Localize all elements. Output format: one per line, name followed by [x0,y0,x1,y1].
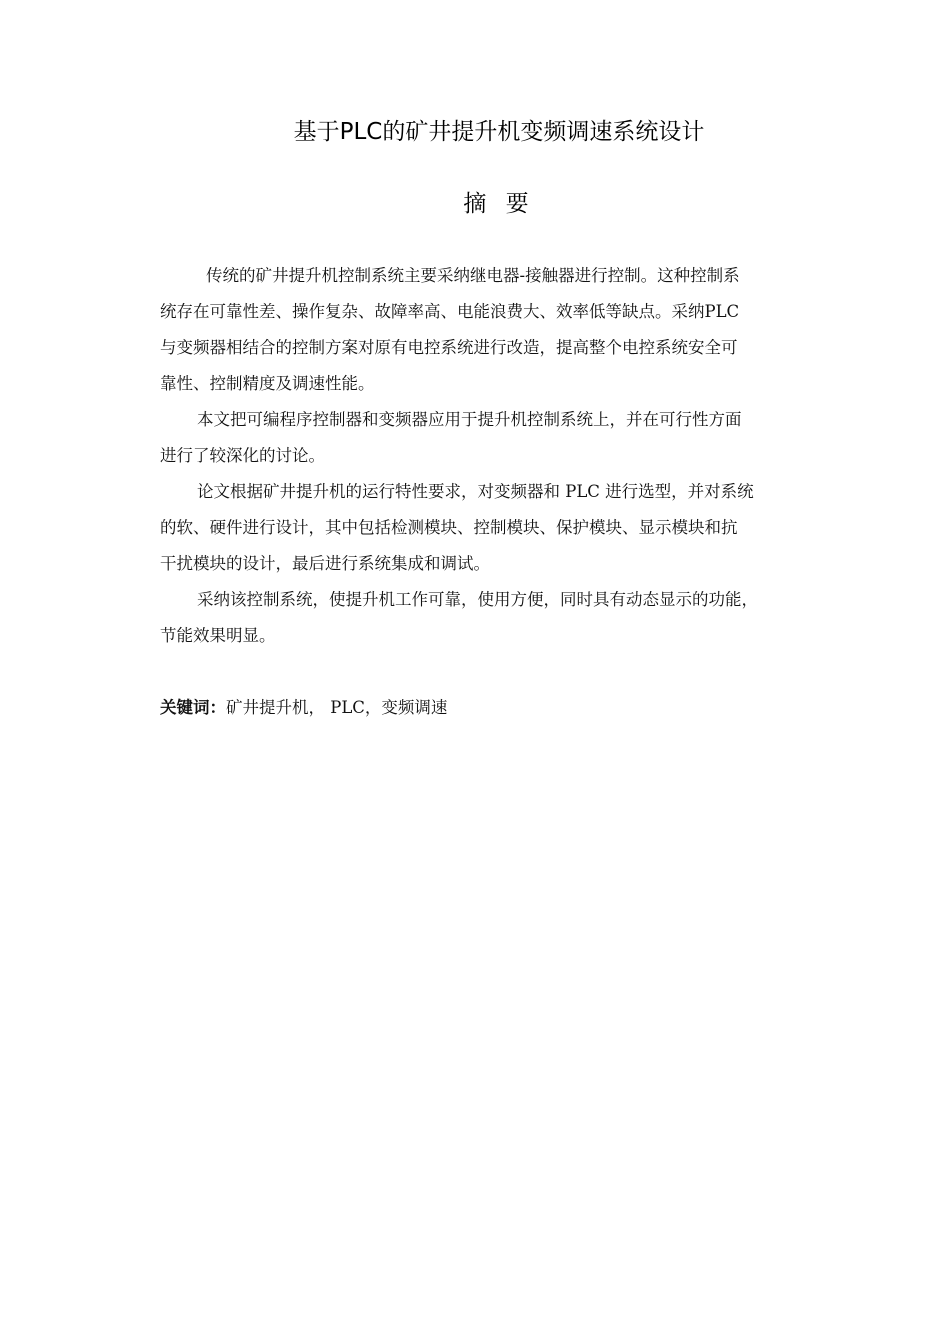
keywords-values: 矿井提升机， PLC，变频调速 [226,698,448,717]
paragraph-line: 本文把可编程序控制器和变频器应用于提升机控制系统上，并在可行性方面 [197,410,742,429]
paragraph-line: 论文根据矿井提升机的运行特性要求，对变频器和 PLC 进行选型，并对系统 [197,482,754,501]
paragraph-line: 采纳该控制系统，使提升机工作可靠，使用方便，同时具有动态显示的功能， [197,590,758,609]
paragraph-line: 传统的矿井提升机控制系统主要采纳继电器-接触器进行控制。这种控制系 [206,266,740,285]
paragraph-line: 进行了较深化的讨论。 [160,446,325,465]
document-title: 基于PLC的矿井提升机变频调速系统设计 [293,119,705,145]
abstract-heading: 摘 要 [463,191,535,217]
paragraph-line: 靠性、控制精度及调速性能。 [160,374,375,393]
paragraph-line: 的软、硬件进行设计，其中包括检测模块、控制模块、保护模块、显示模块和抗 [160,518,738,537]
paragraph-line: 统存在可靠性差、操作复杂、故障率高、电能浪费大、效率低等缺点。采纳PLC [160,302,740,321]
paragraph-line: 干扰模块的设计，最后进行系统集成和调试。 [160,554,490,573]
paragraph-line: 与变频器相结合的控制方案对原有电控系统进行改造，提高整个电控系统安全可 [160,338,738,357]
paragraph-line: 节能效果明显。 [160,626,276,645]
keywords-label: 关键词： [160,698,226,717]
keywords-line [160,690,447,726]
